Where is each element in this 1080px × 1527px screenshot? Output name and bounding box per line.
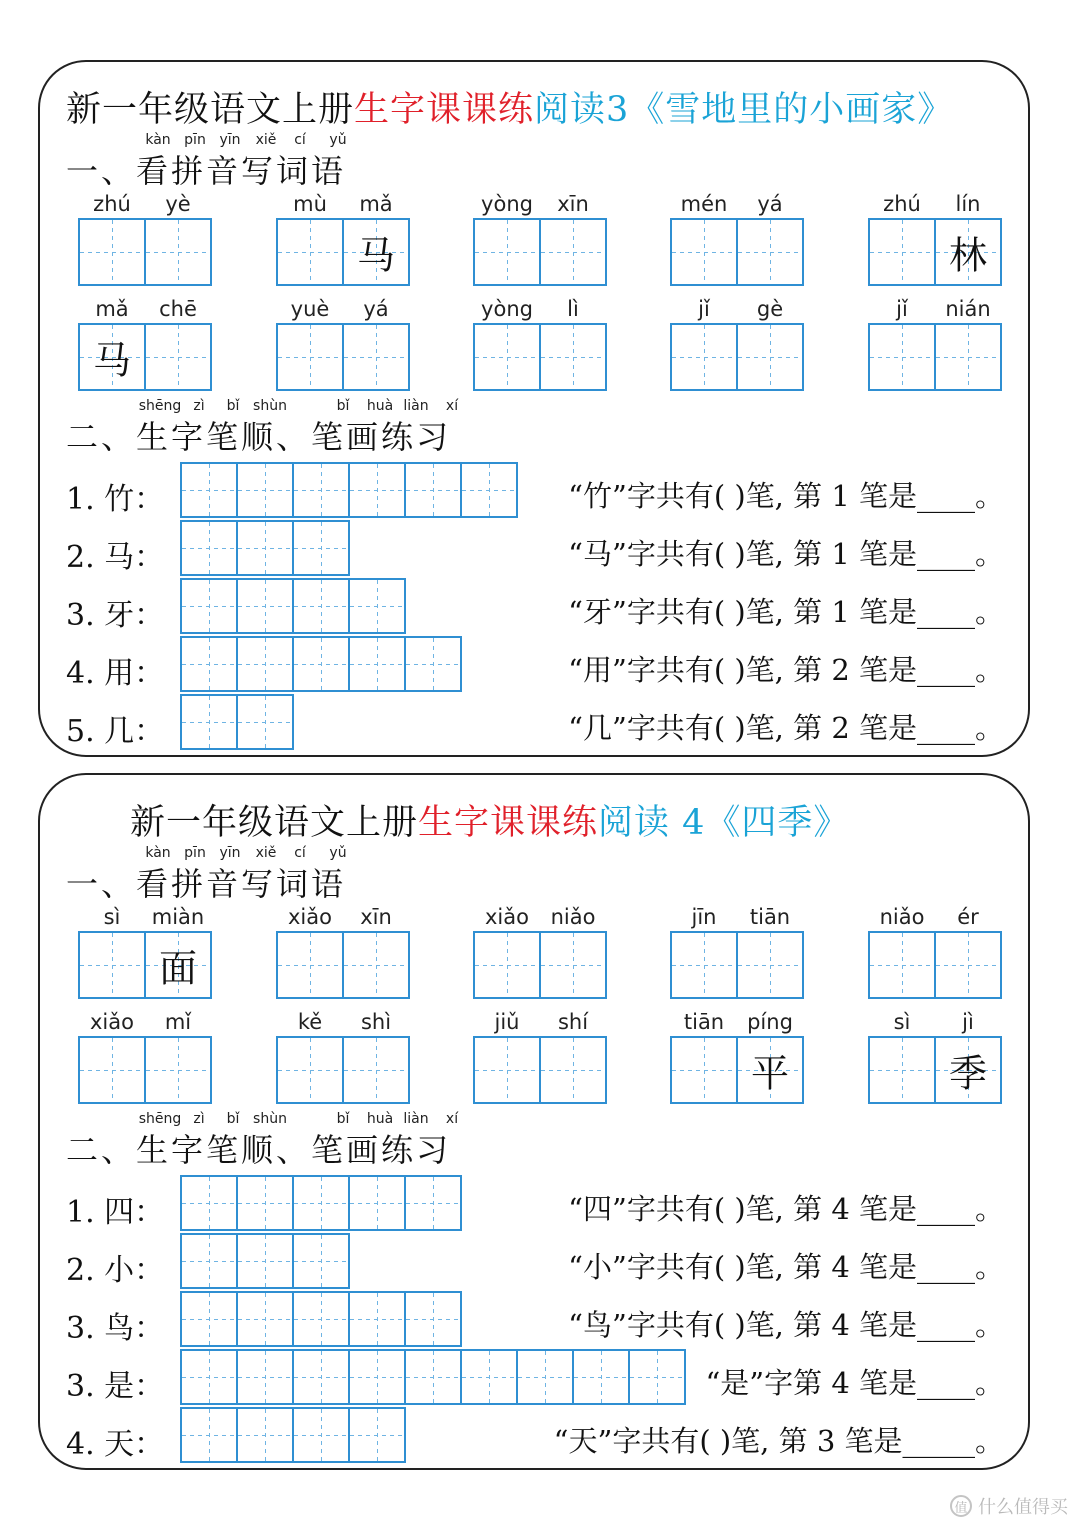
stroke-cell[interactable]: [180, 694, 238, 750]
tianzige-grid: [78, 218, 212, 286]
stroke-cell[interactable]: [292, 520, 350, 576]
stroke-question: “牙”字共有( )笔, 第 1 笔是____。: [568, 595, 1004, 629]
word-pinyin: lín: [955, 192, 981, 216]
title-black: 新一年级语文上册: [66, 90, 355, 130]
pinyin-syllable: kàn: [145, 845, 171, 861]
section-heading-2: 二、生字笔顺、笔画练习: [66, 418, 452, 456]
tianzige-cell[interactable]: [276, 931, 344, 999]
tianzige-cell[interactable]: [868, 1036, 936, 1104]
stroke-cell[interactable]: [292, 578, 350, 634]
pinyin-syllable: zì: [193, 1111, 205, 1127]
pinyin-syllable: bǐ: [336, 398, 350, 414]
stroke-cell[interactable]: [236, 636, 294, 692]
stroke-cell[interactable]: [236, 1291, 294, 1347]
word-pinyin: sì: [893, 1010, 911, 1034]
stroke-grid: [180, 578, 406, 634]
tianzige-cell[interactable]: [670, 323, 738, 391]
word-pinyin: yòng: [481, 297, 533, 321]
stroke-practice-row: [66, 1407, 1004, 1463]
stroke-cell[interactable]: [180, 1291, 238, 1347]
tianzige-cell[interactable]: [934, 218, 1002, 286]
word-pinyin: mù: [293, 192, 327, 216]
tianzige-cell[interactable]: [144, 1036, 212, 1104]
word-pinyin: sì: [103, 905, 121, 929]
word-pinyin: shí: [557, 1010, 589, 1034]
tianzige-grid: [276, 1036, 410, 1104]
tianzige-cell[interactable]: [539, 218, 607, 286]
pinyin-syllable: yīn: [219, 132, 241, 148]
tianzige-cell[interactable]: [473, 218, 541, 286]
word-pinyin: lì: [567, 297, 579, 321]
title-red: 生字课课练: [354, 90, 535, 130]
pinyin-syllable: yǔ: [329, 845, 347, 861]
stroke-question: “马”字共有( )笔, 第 1 笔是____。: [568, 537, 1004, 571]
section-heading-1: 一、看拼音写词语: [66, 865, 347, 903]
word-pinyin: zhú: [93, 192, 131, 216]
worksheet-title: [66, 82, 953, 132]
pinyin-syllable: cí: [294, 845, 306, 861]
tianzige-grid: [670, 323, 804, 391]
pinyin-syllable: shùn: [253, 398, 287, 414]
tianzige-cell[interactable]: [78, 931, 146, 999]
stroke-question: “鸟”字共有( )笔, 第 4 笔是____。: [568, 1308, 1004, 1342]
stroke-question: “小”字共有( )笔, 第 4 笔是____。: [568, 1250, 1004, 1284]
tianzige-grid: [670, 931, 804, 999]
pinyin-syllable: yīn: [219, 845, 241, 861]
pinyin-syllable: xiě: [255, 132, 277, 148]
tianzige-grid: [473, 1036, 607, 1104]
watermark: [950, 1493, 1068, 1519]
word-pinyin: shì: [360, 1010, 392, 1034]
tianzige-cell[interactable]: [276, 1036, 344, 1104]
tianzige-cell[interactable]: [670, 218, 738, 286]
pinyin-syllable: huà: [366, 398, 394, 414]
stroke-cell[interactable]: [404, 1291, 462, 1347]
stroke-cell[interactable]: [292, 636, 350, 692]
stroke-label: 3. 鸟：: [66, 1311, 165, 1346]
tianzige-cell[interactable]: [342, 1036, 410, 1104]
title-blue: 阅读 4《四季》: [598, 803, 850, 843]
stroke-cell[interactable]: [180, 1407, 238, 1463]
word-pinyin: yá: [363, 297, 389, 321]
tianzige-cell[interactable]: [144, 218, 212, 286]
word-pinyin: yuè: [290, 297, 330, 321]
tianzige-cell[interactable]: [276, 323, 344, 391]
stroke-grid: [180, 636, 462, 692]
word-pinyin: yè: [165, 192, 191, 216]
tianzige-cell[interactable]: [934, 1036, 1002, 1104]
stroke-cell[interactable]: [180, 1233, 238, 1289]
stroke-label: 2. 马：: [66, 540, 165, 575]
pinyin-syllable: pīn: [184, 132, 206, 148]
stroke-question: “四”字共有( )笔, 第 4 笔是____。: [568, 1192, 1004, 1226]
tianzige-cell[interactable]: [342, 323, 410, 391]
stroke-cell[interactable]: [236, 1349, 294, 1405]
stroke-question: “是”字第 4 笔是____。: [705, 1366, 1004, 1400]
tianzige-cell[interactable]: [144, 931, 212, 999]
stroke-practice-row: [66, 1233, 1004, 1289]
section-heading-1: 一、看拼音写词语: [66, 152, 347, 190]
stroke-practice-row: [66, 636, 1004, 692]
stroke-cell[interactable]: [180, 1175, 238, 1231]
pinyin-syllable: yǔ: [329, 132, 347, 148]
tianzige-cell[interactable]: [539, 1036, 607, 1104]
stroke-cell[interactable]: [292, 1233, 350, 1289]
stroke-cell[interactable]: [516, 1349, 574, 1405]
stroke-label: 3. 牙：: [66, 598, 165, 633]
cell-character: 面: [158, 946, 197, 991]
stroke-cell[interactable]: [348, 1349, 406, 1405]
stroke-question: “天”字共有( )笔, 第 3 笔是_____。: [553, 1424, 1004, 1458]
stroke-cell[interactable]: [348, 1291, 406, 1347]
pinyin-syllable: kàn: [145, 132, 171, 148]
stroke-practice-row: [66, 1175, 1004, 1231]
stroke-label: 3. 是：: [66, 1369, 165, 1404]
stroke-cell[interactable]: [236, 1175, 294, 1231]
pinyin-syllable: cí: [294, 132, 306, 148]
pinyin-syllable: bǐ: [226, 398, 240, 414]
stroke-cell[interactable]: [180, 636, 238, 692]
pinyin-syllable: zì: [193, 398, 205, 414]
stroke-cell[interactable]: [628, 1349, 686, 1405]
word-pinyin: ér: [957, 905, 979, 929]
stroke-cell[interactable]: [292, 1349, 350, 1405]
stroke-cell[interactable]: [236, 578, 294, 634]
stroke-cell[interactable]: [348, 578, 406, 634]
tianzige-grid: [868, 218, 1002, 286]
stroke-cell[interactable]: [404, 636, 462, 692]
stroke-cell[interactable]: [292, 462, 350, 518]
tianzige-cell[interactable]: [342, 218, 410, 286]
stroke-cell[interactable]: [180, 1349, 238, 1405]
word-pinyin: píng: [747, 1010, 793, 1034]
stroke-cell[interactable]: [180, 462, 238, 518]
word-pinyin: xiǎo: [288, 905, 332, 929]
pinyin-syllable: bǐ: [226, 1111, 240, 1127]
stroke-cell[interactable]: [236, 694, 294, 750]
tianzige-grid: [670, 218, 804, 286]
tianzige-grid: [670, 1036, 804, 1104]
stroke-practice-row: [66, 1349, 1004, 1405]
word-pinyin: zhú: [883, 192, 921, 216]
pinyin-syllable: shēng: [138, 398, 182, 414]
tianzige-grid: [78, 931, 212, 999]
tianzige-cell[interactable]: [670, 931, 738, 999]
stroke-label: 1. 四：: [66, 1195, 165, 1230]
stroke-question: “几”字共有( )笔, 第 2 笔是____。: [568, 711, 1004, 745]
title-red: 生字课课练: [418, 803, 599, 843]
worksheet-title: [130, 795, 849, 845]
word-pinyin: mén: [680, 192, 728, 216]
stroke-practice-row: [66, 694, 1004, 750]
tianzige-cell[interactable]: [473, 323, 541, 391]
stroke-grid: [180, 694, 294, 750]
pinyin-syllable: shùn: [253, 1111, 287, 1127]
stroke-cell[interactable]: [292, 1407, 350, 1463]
word-pinyin: niǎo: [879, 905, 925, 929]
word-pinyin: jì: [962, 1010, 974, 1034]
tianzige-grid: [473, 218, 607, 286]
stroke-cell[interactable]: [292, 1291, 350, 1347]
word-pinyin: nián: [945, 297, 991, 321]
title-blue: 阅读3《雪地里的小画家》: [534, 90, 954, 130]
stroke-cell[interactable]: [348, 636, 406, 692]
tianzige-grid: [78, 323, 212, 391]
section-heading-2: 二、生字笔顺、笔画练习: [66, 1131, 452, 1169]
pinyin-syllable: liàn: [403, 1111, 429, 1127]
word-pinyin: yòng: [481, 192, 533, 216]
pinyin-syllable: liàn: [403, 398, 429, 414]
word-pinyin: mǎ: [95, 297, 129, 321]
tianzige-grid: [276, 218, 410, 286]
stroke-cell[interactable]: [236, 462, 294, 518]
stroke-grid: [180, 1175, 462, 1231]
stroke-cell[interactable]: [348, 462, 406, 518]
cell-character: 马: [92, 338, 131, 383]
tianzige-grid: [276, 931, 410, 999]
tianzige-cell[interactable]: [736, 931, 804, 999]
pinyin-syllable: shēng: [138, 1111, 182, 1127]
tianzige-cell[interactable]: [736, 323, 804, 391]
tianzige-grid: [868, 1036, 1002, 1104]
tianzige-cell[interactable]: [78, 323, 146, 391]
word-pinyin: tiān: [749, 905, 791, 929]
stroke-grid: [180, 462, 518, 518]
word-pinyin: niǎo: [550, 905, 596, 929]
stroke-label: 4. 用：: [66, 656, 165, 691]
pinyin-syllable: pīn: [184, 845, 206, 861]
pinyin-syllable: xí: [445, 398, 459, 414]
stroke-practice-row: [66, 578, 1004, 634]
pinyin-syllable: bǐ: [336, 1111, 350, 1127]
tianzige-cell[interactable]: [868, 323, 936, 391]
word-pinyin: xīn: [360, 905, 392, 929]
stroke-practice-row: [66, 1291, 1004, 1347]
tianzige-cell[interactable]: [78, 1036, 146, 1104]
stroke-cell[interactable]: [348, 1175, 406, 1231]
stroke-cell[interactable]: [348, 1407, 406, 1463]
word-pinyin: xīn: [557, 192, 589, 216]
tianzige-cell[interactable]: [934, 323, 1002, 391]
stroke-practice-row: [66, 462, 1004, 518]
word-pinyin: gè: [756, 297, 784, 321]
tianzige-grid: [473, 931, 607, 999]
stroke-label: 5. 几：: [66, 714, 165, 749]
word-pinyin: mǐ: [164, 1010, 192, 1034]
word-pinyin: jǐ: [698, 297, 710, 321]
word-pinyin: kě: [297, 1010, 323, 1034]
pinyin-syllable: xí: [445, 1111, 459, 1127]
stroke-label: 1. 竹：: [66, 482, 165, 517]
cell-character: 林: [948, 233, 987, 278]
word-pinyin: xiǎo: [90, 1010, 134, 1034]
word-pinyin: miàn: [151, 905, 205, 929]
tianzige-cell[interactable]: [736, 218, 804, 286]
tianzige-cell[interactable]: [473, 931, 541, 999]
stroke-cell[interactable]: [236, 520, 294, 576]
stroke-cell[interactable]: [236, 1233, 294, 1289]
tianzige-cell[interactable]: [670, 1036, 738, 1104]
stroke-cell[interactable]: [572, 1349, 630, 1405]
tianzige-grid: [78, 1036, 212, 1104]
word-pinyin: chē: [159, 297, 197, 321]
word-pinyin: xiǎo: [485, 905, 529, 929]
pinyin-syllable: huà: [366, 1111, 394, 1127]
stroke-practice-row: [66, 520, 1004, 576]
stroke-cell[interactable]: [404, 462, 462, 518]
tianzige-grid: [276, 323, 410, 391]
word-pinyin: jǐ: [896, 297, 908, 321]
stroke-cell[interactable]: [180, 578, 238, 634]
tianzige-cell[interactable]: [736, 1036, 804, 1104]
word-pinyin: mǎ: [359, 192, 393, 216]
stroke-grid: [180, 1349, 686, 1405]
stroke-question: “用”字共有( )笔, 第 2 笔是____。: [568, 653, 1004, 687]
pinyin-syllable: xiě: [255, 845, 277, 861]
word-pinyin: jiǔ: [494, 1010, 520, 1034]
tianzige-grid: [868, 323, 1002, 391]
stroke-grid: [180, 520, 350, 576]
tianzige-cell[interactable]: [539, 323, 607, 391]
cell-character: 平: [750, 1051, 789, 1096]
watermark-text: 什么值得买: [978, 1497, 1068, 1518]
stroke-grid: [180, 1407, 406, 1463]
cell-character: 马: [356, 233, 395, 278]
tianzige-cell[interactable]: [276, 218, 344, 286]
tianzige-cell[interactable]: [473, 1036, 541, 1104]
word-pinyin: tiān: [683, 1010, 725, 1034]
tianzige-cell[interactable]: [934, 931, 1002, 999]
tianzige-cell[interactable]: [539, 931, 607, 999]
watermark-icon: 值: [950, 1495, 972, 1517]
word-pinyin: jīn: [691, 905, 717, 929]
tianzige-grid: [473, 323, 607, 391]
stroke-cell[interactable]: [460, 462, 518, 518]
stroke-cell[interactable]: [236, 1407, 294, 1463]
stroke-cell[interactable]: [180, 520, 238, 576]
tianzige-cell[interactable]: [144, 323, 212, 391]
stroke-question: “竹”字共有( )笔, 第 1 笔是____。: [568, 479, 1004, 513]
stroke-cell[interactable]: [404, 1349, 462, 1405]
stroke-cell[interactable]: [292, 1175, 350, 1231]
stroke-grid: [180, 1233, 350, 1289]
word-pinyin: yá: [757, 192, 783, 216]
title-black: 新一年级语文上册: [130, 803, 419, 843]
stroke-grid: [180, 1291, 462, 1347]
tianzige-cell[interactable]: [868, 931, 936, 999]
stroke-label: 2. 小：: [66, 1253, 165, 1288]
tianzige-cell[interactable]: [78, 218, 146, 286]
tianzige-cell[interactable]: [868, 218, 936, 286]
tianzige-cell[interactable]: [342, 931, 410, 999]
stroke-label: 4. 天：: [66, 1427, 165, 1462]
stroke-cell[interactable]: [460, 1349, 518, 1405]
cell-character: 季: [948, 1051, 987, 1096]
stroke-cell[interactable]: [404, 1175, 462, 1231]
tianzige-grid: [868, 931, 1002, 999]
